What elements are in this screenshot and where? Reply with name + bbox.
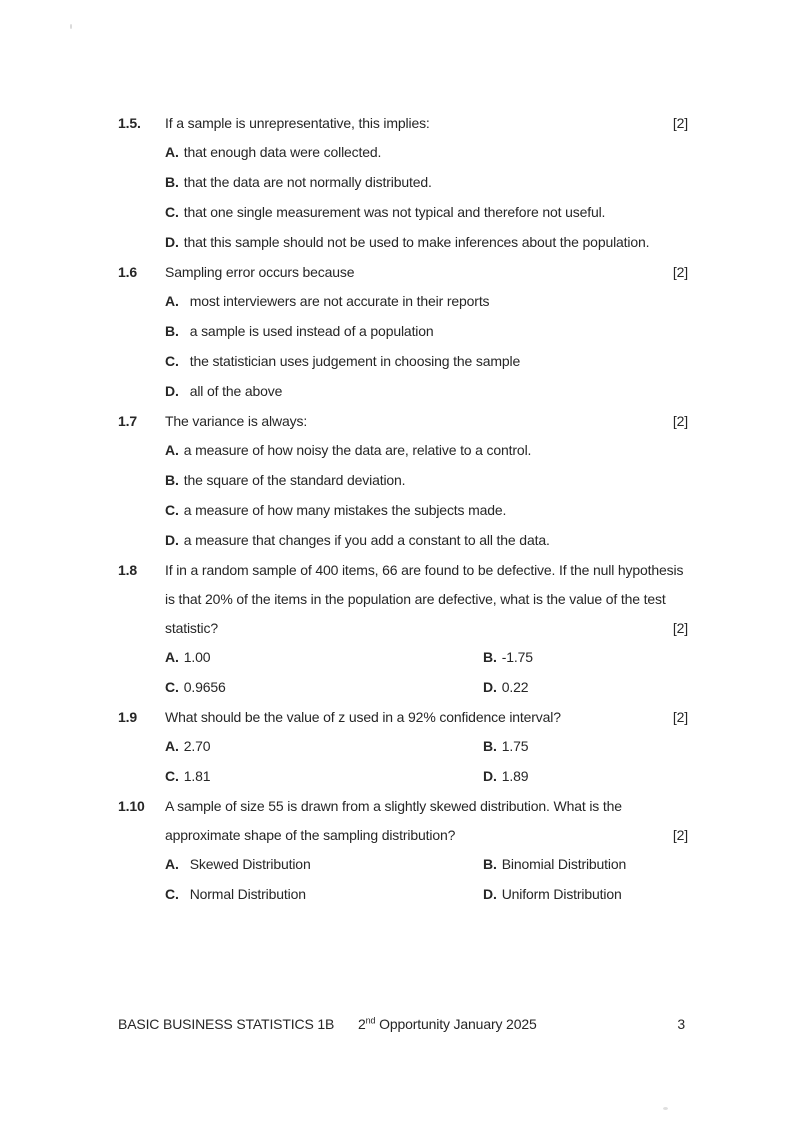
question-number: 1.7 <box>118 413 138 429</box>
scan-artifact <box>663 1107 668 1110</box>
option-text: that this sample should not be used to make inferences about the population. <box>183 234 650 250</box>
scan-artifact <box>70 24 72 29</box>
footer-session-number: 2 <box>358 1016 366 1032</box>
option-text: a measure of how many mistakes the subjects made. <box>183 502 507 518</box>
question-1.7 <box>118 411 688 550</box>
option <box>165 351 688 371</box>
option-text: a measure that changes if you add a constant to all the data. <box>183 532 550 548</box>
marks-badge: [2] <box>672 115 688 131</box>
option <box>165 854 483 874</box>
option-text: the statistician uses judgement in choosing the sample <box>189 353 521 369</box>
option <box>165 381 688 401</box>
option <box>483 854 688 874</box>
question-text: A sample of size 55 is drawn from a slightly skewed distribution. What is the <box>165 798 622 814</box>
question-number: 1.10 <box>118 798 145 814</box>
option-label: C. <box>165 353 179 369</box>
option-label: A. <box>165 293 179 309</box>
option-text: the square of the standard deviation. <box>183 472 406 488</box>
option <box>165 291 688 311</box>
question-text-line <box>118 589 688 609</box>
option-label: C. <box>165 768 179 784</box>
option-label: A. <box>165 144 179 160</box>
option <box>165 884 483 904</box>
options-list <box>165 736 688 796</box>
question-text: What should be the value of z used in a 92% confidence interval? <box>165 709 561 725</box>
option <box>483 736 688 756</box>
marks-badge: [2] <box>672 827 688 843</box>
option-label: D. <box>165 532 179 548</box>
option <box>165 677 483 697</box>
question-text: is that 20% of the items in the population are defective, what is the value of the test <box>165 591 666 607</box>
option-text: 1.81 <box>183 768 211 784</box>
footer-session-label <box>358 1016 537 1032</box>
marks-badge: [2] <box>672 620 688 636</box>
option-label: B. <box>483 738 497 754</box>
question-header-line <box>118 113 688 133</box>
option-text: 0.22 <box>501 679 529 695</box>
question-number: 1.8 <box>118 562 138 578</box>
option <box>165 470 688 490</box>
option-label: C. <box>165 502 179 518</box>
option-text: Uniform Distribution <box>501 886 622 902</box>
question-text: statistic? <box>165 620 218 636</box>
option-label: D. <box>165 234 179 250</box>
footer-page-number: 3 <box>677 1016 685 1032</box>
question-header-line <box>118 262 688 282</box>
option-text: 1.75 <box>501 738 529 754</box>
option-label: D. <box>165 383 179 399</box>
option <box>165 500 688 520</box>
option <box>165 766 483 786</box>
page-footer <box>118 1016 688 1036</box>
question-1.9 <box>118 707 688 796</box>
options-list <box>165 291 688 401</box>
option-label: A. <box>165 738 179 754</box>
option <box>483 884 688 904</box>
option <box>165 202 688 222</box>
option-label: D. <box>483 768 497 784</box>
question-header-line <box>118 411 688 431</box>
option-text: Normal Distribution <box>189 886 306 902</box>
question-text: Sampling error occurs because <box>165 264 355 280</box>
option <box>483 647 688 667</box>
options-list <box>165 647 688 707</box>
question-number: 1.9 <box>118 709 138 725</box>
option <box>165 232 688 252</box>
questions-section <box>118 113 688 914</box>
option-text: Binomial Distribution <box>501 856 627 872</box>
question-text: approximate shape of the sampling distribution? <box>165 827 456 843</box>
option-label: D. <box>483 679 497 695</box>
option <box>483 766 688 786</box>
options-list <box>165 142 688 252</box>
option-label: C. <box>165 886 179 902</box>
option-label: A. <box>165 649 179 665</box>
option <box>165 736 483 756</box>
marks-badge: [2] <box>672 709 688 725</box>
option-text: that enough data were collected. <box>183 144 382 160</box>
option-label: D. <box>483 886 497 902</box>
option <box>165 530 688 550</box>
question-1.5 <box>118 113 688 252</box>
option-label: B. <box>483 856 497 872</box>
question-header-line <box>118 560 688 580</box>
options-list <box>165 854 688 914</box>
option-label: B. <box>483 649 497 665</box>
question-number: 1.6 <box>118 264 138 280</box>
question-1.10 <box>118 796 688 914</box>
option <box>165 440 688 460</box>
option-text: 1.89 <box>501 768 529 784</box>
marks-badge: [2] <box>672 264 688 280</box>
option-text: a measure of how noisy the data are, relative to a control. <box>183 442 532 458</box>
option-text: 0.9656 <box>183 679 226 695</box>
footer-session-ordinal: nd <box>365 1015 376 1026</box>
question-text: If in a random sample of 400 items, 66 are found to be defective. If the null hypothesis <box>165 562 684 578</box>
option-text: -1.75 <box>501 649 533 665</box>
options-list <box>165 440 688 550</box>
question-text: If a sample is unrepresentative, this implies: <box>165 115 430 131</box>
footer-session-text: Opportunity January 2025 <box>375 1016 537 1032</box>
question-header-line <box>118 707 688 727</box>
option-label: C. <box>165 679 179 695</box>
option-text: that one single measurement was not typical and therefore not useful. <box>183 204 606 220</box>
option-label: B. <box>165 174 179 190</box>
question-text-line <box>118 825 688 845</box>
option-label: A. <box>165 442 179 458</box>
option-text: that the data are not normally distributed. <box>183 174 432 190</box>
marks-badge: [2] <box>672 413 688 429</box>
option-text: a sample is used instead of a population <box>189 323 434 339</box>
option-label: C. <box>165 204 179 220</box>
question-1.8 <box>118 560 688 707</box>
option-text: most interviewers are not accurate in their reports <box>189 293 490 309</box>
option <box>165 142 688 162</box>
option-text: 2.70 <box>183 738 211 754</box>
question-number: 1.5. <box>118 115 141 131</box>
option <box>165 321 688 341</box>
option-label: B. <box>165 472 179 488</box>
option <box>165 172 688 192</box>
option-text: all of the above <box>189 383 283 399</box>
question-text-line <box>118 618 688 638</box>
option-label: A. <box>165 856 179 872</box>
option-text: 1.00 <box>183 649 211 665</box>
question-text: The variance is always: <box>165 413 308 429</box>
footer-course-title: BASIC BUSINESS STATISTICS 1B <box>118 1016 335 1032</box>
option-text: Skewed Distribution <box>189 856 311 872</box>
question-1.6 <box>118 262 688 401</box>
question-header-line <box>118 796 688 816</box>
option <box>483 677 688 697</box>
option-label: B. <box>165 323 179 339</box>
option <box>165 647 483 667</box>
